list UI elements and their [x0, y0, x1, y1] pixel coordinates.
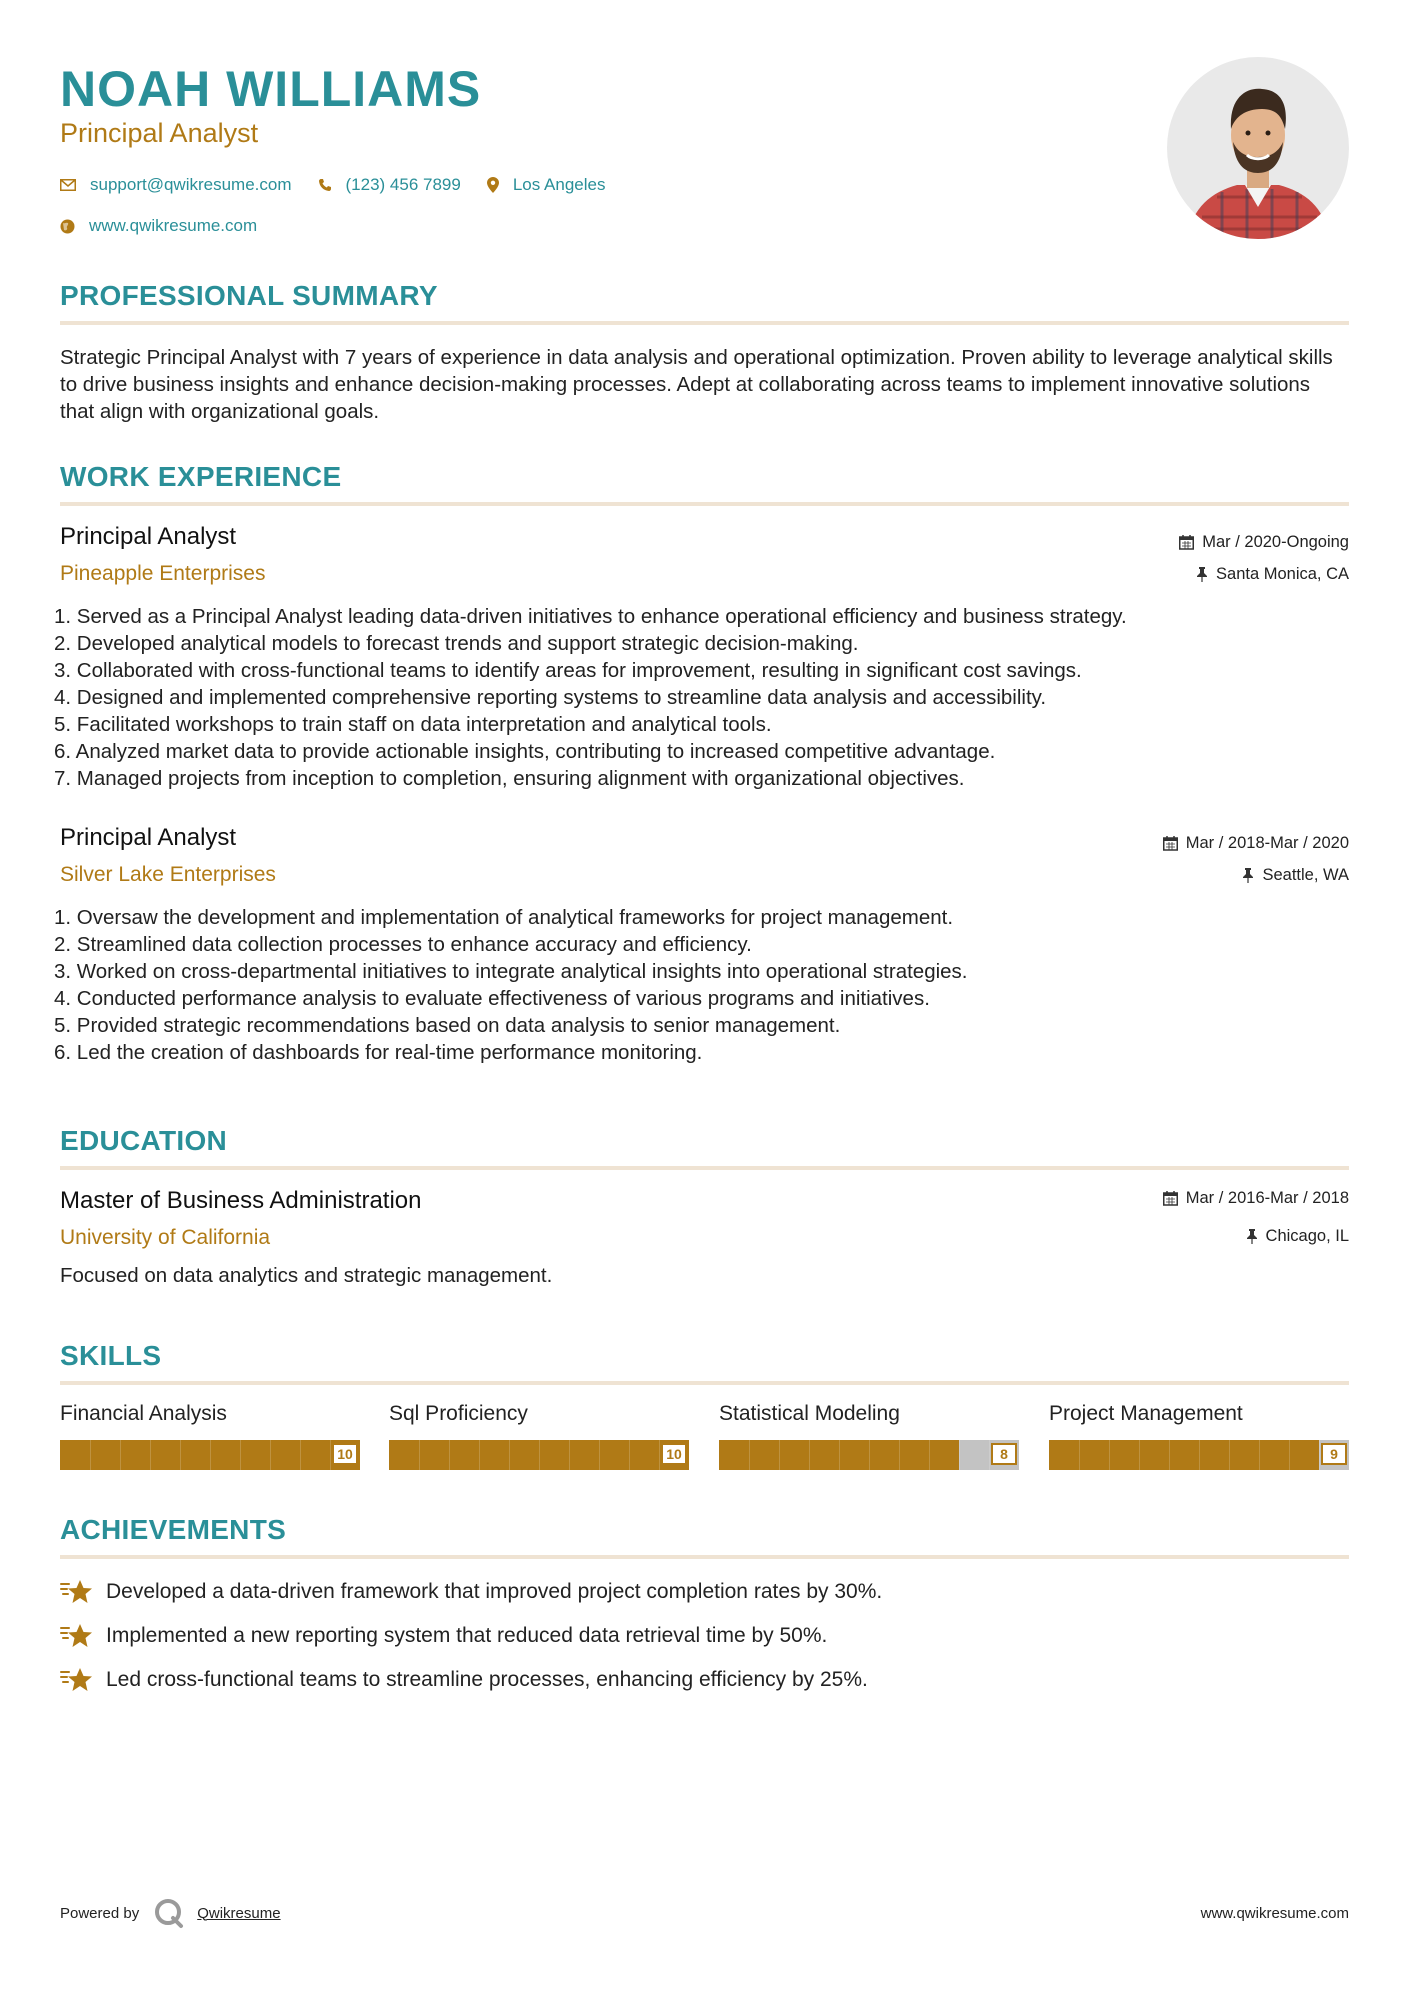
- skill-segment-divider: [240, 1440, 241, 1470]
- qwikresume-logo-icon: [153, 1897, 185, 1929]
- contact-row: [60, 175, 631, 195]
- job-location: [1196, 565, 1349, 584]
- section-divider: [60, 1166, 1349, 1170]
- achievement-item: [60, 1578, 882, 1606]
- globe-icon: [60, 219, 75, 234]
- list-item: 2. Streamlined data collection processes to enhance accuracy and efficiency.: [54, 933, 752, 956]
- skill-segment-divider: [1259, 1440, 1260, 1470]
- skill-item: [1049, 1402, 1349, 1470]
- skill-segment-divider: [90, 1440, 91, 1470]
- skill-name: Sql Proficiency: [389, 1402, 528, 1425]
- job-dates: [1163, 834, 1349, 853]
- skill-level-fill: [1049, 1440, 1319, 1470]
- powered-by-text: Powered by: [60, 1904, 140, 1922]
- education-dates: [1163, 1189, 1349, 1208]
- phone-icon: [318, 178, 332, 192]
- calendar-icon: [1179, 535, 1194, 550]
- skill-item: [389, 1402, 689, 1470]
- skill-score: 9: [1321, 1443, 1347, 1465]
- list-item: 5. Provided strategic recommendations based on data analysis to senior management.: [54, 1014, 841, 1037]
- section-divider: [60, 1555, 1349, 1559]
- education-degree: Master of Business Administration: [60, 1187, 422, 1214]
- skill-segment-divider: [809, 1440, 810, 1470]
- achievement-item: [60, 1622, 827, 1650]
- section-divider: [60, 321, 1349, 325]
- list-item: 3. Collaborated with cross-functional teams to identify areas for improvement, resulting in significant cost savings.: [54, 659, 1082, 682]
- skill-segment-divider: [1199, 1440, 1200, 1470]
- job-company: Pineapple Enterprises: [60, 562, 266, 585]
- skills-heading: SKILLS: [60, 1340, 162, 1371]
- list-item: 1. Served as a Principal Analyst leading data-driven initiatives to enhance operational efficiency and business strategy.: [54, 605, 1127, 628]
- skill-segment-divider: [959, 1440, 960, 1470]
- job-responsibilities: [54, 904, 1354, 1066]
- skill-segment-divider: [210, 1440, 211, 1470]
- skill-segment-divider: [629, 1440, 630, 1470]
- skill-segment-divider: [150, 1440, 151, 1470]
- star-icon: [60, 1578, 94, 1606]
- education-heading: EDUCATION: [60, 1125, 228, 1156]
- list-item: 6. Analyzed market data to provide actionable insights, contributing to increased competitive advantage.: [54, 740, 996, 763]
- job-location-text: Santa Monica, CA: [1216, 565, 1349, 583]
- education-location-text: Chicago, IL: [1265, 1227, 1349, 1245]
- phone-text: (123) 456 7899: [345, 175, 461, 194]
- job-title: Principal Analyst: [60, 824, 237, 851]
- skill-segment-divider: [899, 1440, 900, 1470]
- job-responsibilities: [54, 603, 1354, 792]
- pushpin-icon: [1242, 868, 1254, 883]
- job-location-text: Seattle, WA: [1262, 866, 1349, 884]
- skill-segment-divider: [1169, 1440, 1170, 1470]
- skill-item: [60, 1402, 360, 1470]
- skill-segment-divider: [929, 1440, 930, 1470]
- section-divider: [60, 1381, 1349, 1385]
- map-pin-icon: [487, 177, 499, 193]
- skill-segment-divider: [1229, 1440, 1230, 1470]
- skill-segment-divider: [839, 1440, 840, 1470]
- achievement-text: Led cross-functional teams to streamline processes, enhancing efficiency by 25%.: [106, 1668, 868, 1691]
- education-location: [1246, 1227, 1349, 1246]
- skill-score: 8: [991, 1443, 1017, 1465]
- footer-powered-by: [60, 1897, 281, 1929]
- list-item: 6. Led the creation of dashboards for real-time performance monitoring.: [54, 1041, 703, 1064]
- skill-score: 10: [661, 1443, 687, 1465]
- candidate-role: Principal Analyst: [60, 118, 259, 148]
- website-row: [60, 216, 283, 236]
- list-item: 5. Facilitated workshops to train staff on data interpretation and analytical tools.: [54, 713, 772, 736]
- envelope-icon: [60, 179, 76, 191]
- summary-text: Strategic Principal Analyst with 7 years of experience in data analysis and operational optimization. Proven ability to leverage analytical skills to drive business insights and enhance decision-making processes. Adept at collaborating across teams to implement innovative solutions that align with organizational goals.: [60, 346, 1333, 423]
- footer-url[interactable]: www.qwikresume.com: [1200, 1905, 1349, 1922]
- skill-segment-divider: [1109, 1440, 1110, 1470]
- skill-segment-divider: [749, 1440, 750, 1470]
- skill-name: Project Management: [1049, 1402, 1243, 1425]
- list-item: 7. Managed projects from inception to completion, ensuring alignment with organizational objectives.: [54, 767, 965, 790]
- skill-segment-divider: [120, 1440, 121, 1470]
- list-item: 2. Developed analytical models to forecast trends and support strategic decision-making.: [54, 632, 859, 655]
- summary-heading: PROFESSIONAL SUMMARY: [60, 280, 438, 311]
- star-icon: [60, 1622, 94, 1650]
- skill-segment-divider: [180, 1440, 181, 1470]
- list-item: 1. Oversaw the development and implementation of analytical frameworks for project management.: [54, 906, 954, 929]
- skill-level-bar: [1049, 1440, 1349, 1470]
- location-text: Los Angeles: [512, 175, 606, 194]
- skill-segment-divider: [599, 1440, 600, 1470]
- job-dates: [1179, 533, 1349, 552]
- education-school: University of California: [60, 1226, 271, 1249]
- contact-location: [487, 175, 606, 195]
- skill-segment-divider: [569, 1440, 570, 1470]
- skill-level-bar: [60, 1440, 360, 1470]
- calendar-icon: [1163, 836, 1178, 851]
- skill-name: Financial Analysis: [60, 1402, 227, 1425]
- skill-level-bar: [719, 1440, 1019, 1470]
- achievement-text: Implemented a new reporting system that reduced data retrieval time by 50%.: [106, 1624, 828, 1647]
- skill-segment-divider: [270, 1440, 271, 1470]
- job-company: Silver Lake Enterprises: [60, 863, 276, 886]
- skill-segment-divider: [509, 1440, 510, 1470]
- job-dates-text: Mar / 2020-Ongoing: [1202, 533, 1349, 551]
- skill-segment-divider: [1139, 1440, 1140, 1470]
- experience-heading: WORK EXPERIENCE: [60, 461, 342, 492]
- skill-segment-divider: [779, 1440, 780, 1470]
- skill-segment-divider: [539, 1440, 540, 1470]
- skill-name: Statistical Modeling: [719, 1402, 900, 1425]
- pushpin-icon: [1196, 567, 1208, 582]
- skill-item: [719, 1402, 1019, 1470]
- achievement-text: Developed a data-driven framework that improved project completion rates by 30%.: [106, 1580, 883, 1603]
- skill-segment-divider: [989, 1440, 990, 1470]
- skill-level-bar: [389, 1440, 689, 1470]
- section-divider: [60, 502, 1349, 506]
- list-item: 4. Designed and implemented comprehensive reporting systems to streamline data analysis and accessibility.: [54, 686, 1047, 709]
- skill-segment-divider: [1079, 1440, 1080, 1470]
- education-dates-text: Mar / 2016-Mar / 2018: [1185, 1189, 1349, 1207]
- skill-segment-divider: [330, 1440, 331, 1470]
- profile-photo: [1167, 57, 1349, 239]
- skill-segment-divider: [300, 1440, 301, 1470]
- job-location: [1242, 866, 1349, 885]
- website-text: www.qwikresume.com: [89, 216, 258, 235]
- job-title: Principal Analyst: [60, 523, 237, 550]
- achievements-heading: ACHIEVEMENTS: [60, 1514, 287, 1545]
- skill-segment-divider: [869, 1440, 870, 1470]
- skill-segment-divider: [1319, 1440, 1320, 1470]
- calendar-icon: [1163, 1191, 1178, 1206]
- contact-website[interactable]: [60, 216, 257, 236]
- email-text: support@qwikresume.com: [90, 175, 292, 194]
- avatar-illustration: [1167, 57, 1349, 239]
- pushpin-icon: [1246, 1229, 1258, 1244]
- list-item: 4. Conducted performance analysis to evaluate effectiveness of various programs and initiatives.: [54, 987, 930, 1010]
- star-icon: [60, 1666, 94, 1694]
- contact-email[interactable]: [60, 175, 292, 195]
- skill-segment-divider: [479, 1440, 480, 1470]
- education-description: Focused on data analytics and strategic management.: [60, 1264, 553, 1287]
- job-dates-text: Mar / 2018-Mar / 2020: [1185, 834, 1349, 852]
- skill-score: 10: [332, 1443, 358, 1465]
- skill-segment-divider: [449, 1440, 450, 1470]
- skill-segment-divider: [659, 1440, 660, 1470]
- contact-phone[interactable]: [318, 175, 461, 195]
- achievement-item: [60, 1666, 868, 1694]
- skill-segment-divider: [419, 1440, 420, 1470]
- footer-brand-link[interactable]: Qwikresume: [197, 1904, 281, 1922]
- candidate-name: NOAH WILLIAMS: [60, 61, 482, 117]
- list-item: 3. Worked on cross-departmental initiatives to integrate analytical insights into operational strategies.: [54, 960, 968, 983]
- skill-segment-divider: [1289, 1440, 1290, 1470]
